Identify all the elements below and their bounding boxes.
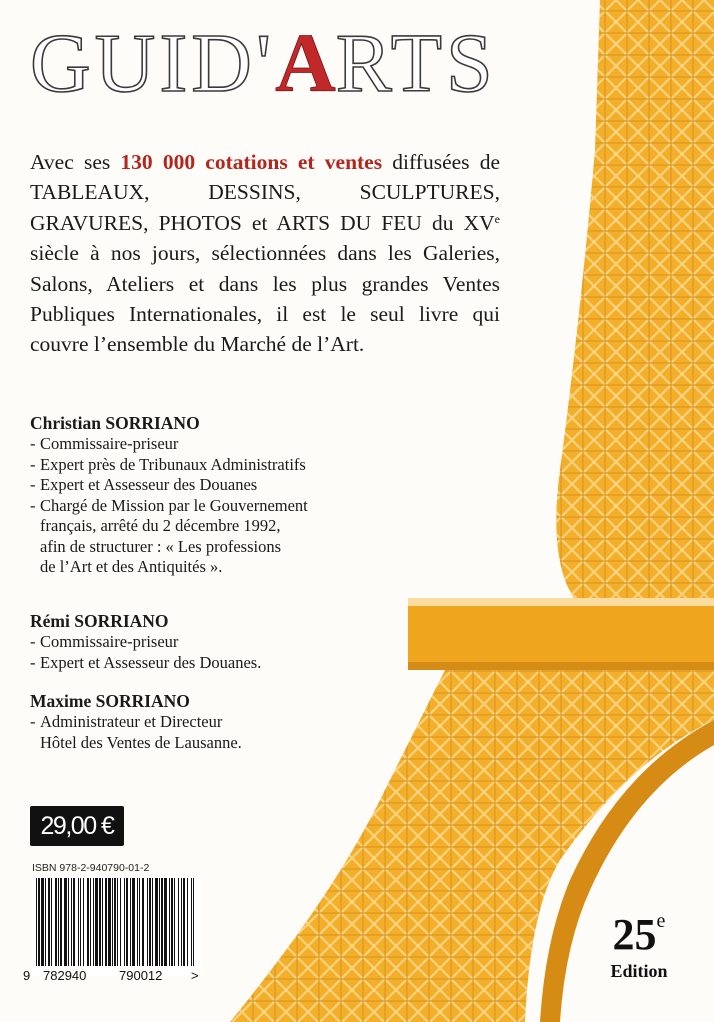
barcode-bar — [68, 878, 69, 966]
intro-paragraph — [30, 147, 500, 360]
barcode-bar — [108, 878, 111, 966]
barcode-bar — [41, 878, 44, 966]
price-value: 29,00 € — [40, 812, 114, 840]
barcode-bar — [45, 878, 46, 966]
barcode-bar — [132, 878, 135, 966]
barcode-digit-end: > — [191, 968, 199, 983]
author-role: - Commissaire-priseur — [30, 434, 308, 455]
author-role-continuation: Hôtel des Ventes de Lausanne. — [40, 732, 242, 752]
author-roles — [30, 712, 242, 753]
author-maxime — [30, 690, 242, 753]
author-role: - Expert près de Tribunaux Administratifs — [30, 455, 308, 476]
barcode-bar — [48, 878, 50, 966]
guidarts-logo — [30, 17, 497, 110]
barcode-bar — [93, 878, 94, 966]
barcode-bar — [78, 878, 79, 966]
author-remi — [30, 610, 261, 673]
barcode-bar — [191, 878, 192, 966]
author-role — [30, 496, 308, 578]
author-christian — [30, 412, 308, 578]
intro-highlight: 130 000 cotations et ventes — [120, 150, 383, 174]
barcode-bar — [187, 878, 188, 966]
barcode-bar — [87, 878, 89, 966]
barcode-bar — [90, 878, 91, 966]
barcode-bar — [137, 878, 138, 966]
barcode-bar — [105, 878, 107, 966]
barcode-digit-group1: 782940 — [43, 968, 87, 983]
intro-superscript: e — [494, 211, 500, 226]
barcode-bar — [174, 878, 175, 966]
barcode-bar — [142, 878, 144, 966]
author-role-continuation: de l’Art et des Antiquités ». — [40, 557, 223, 576]
intro-body1: diffusées de TABLEAUX, DESSINS, SCULPTURES, GRAVURES, PHOTOS et ARTS DU FEU du XV — [30, 150, 500, 235]
barcode-digit-first: 9 — [23, 968, 31, 983]
barcode-bar — [171, 878, 173, 966]
barcode-bar — [120, 878, 121, 966]
barcode-bar — [139, 878, 140, 966]
barcode-bar — [99, 878, 101, 966]
barcode-bar — [178, 878, 179, 966]
barcode-bar — [183, 878, 185, 966]
barcode-bar — [71, 878, 72, 966]
author-role: - Expert et Assesseur des Douanes. — [30, 653, 261, 674]
barcode-bar — [147, 878, 148, 966]
barcode-bar — [117, 878, 118, 966]
intro-lead: Avec ses — [30, 150, 121, 174]
author-name: Maxime SORRIANO — [30, 691, 190, 711]
author-role-text: Administrateur et Directeur — [40, 712, 223, 731]
edition-number — [594, 910, 684, 960]
barcode-bar — [164, 878, 167, 966]
barcode-bar — [64, 878, 67, 966]
barcode-bar — [193, 878, 194, 966]
barcode-bar — [161, 878, 163, 966]
author-name: Rémi SORRIANO — [30, 611, 169, 631]
barcode-bar — [80, 878, 81, 966]
barcode-bar — [83, 878, 84, 966]
barcode-digit-group2: 790012 — [119, 968, 163, 983]
barcode-bar — [60, 878, 62, 966]
barcode-bar — [51, 878, 52, 966]
barcode-bar — [149, 878, 151, 966]
tower-platform — [408, 598, 714, 670]
barcode-bar — [73, 878, 75, 966]
edition-number-value: 25 — [612, 910, 657, 959]
barcode-bar — [38, 878, 40, 966]
barcode — [32, 876, 202, 976]
barcode-bar — [181, 878, 182, 966]
barcode-bar — [112, 878, 113, 966]
barcode-bar — [58, 878, 59, 966]
isbn-label: ISBN 978-2-940790-01-2 — [32, 862, 150, 874]
barcode-bar — [152, 878, 153, 966]
author-role-continuation: afin de structurer : « Les professions — [40, 536, 282, 556]
barcode-bar — [169, 878, 170, 966]
barcode-bar — [36, 878, 37, 966]
edition-superscript: e — [656, 910, 666, 932]
logo-text-part2: RTS — [335, 17, 497, 110]
barcode-bar — [102, 878, 103, 966]
barcode-bars — [32, 876, 202, 976]
author-roles — [30, 434, 308, 578]
intro-body2: siècle à nos jours, sélectionnées dans les Galeries, Salons, Ateliers et dans les plus grandes Ventes Publiques Internationales, il est le seul livre qui couvre l’ensemble du Marché de l’Art. — [30, 241, 500, 357]
barcode-bar — [155, 878, 158, 966]
author-name: Christian SORRIANO — [30, 413, 200, 433]
logo-accent-letter: A — [275, 17, 336, 110]
price-tag — [30, 806, 124, 846]
barcode-bar — [159, 878, 160, 966]
author-role — [30, 712, 242, 753]
author-role: - Commissaire-priseur — [30, 632, 261, 653]
edition-label: Edition — [610, 961, 668, 981]
tower-upper-shaft — [556, 0, 714, 600]
author-roles — [30, 632, 261, 673]
barcode-bar — [55, 878, 57, 966]
author-role: - Expert et Assesseur des Douanes — [30, 475, 308, 496]
author-role-continuation: français, arrêté du 2 décembre 1992, — [40, 516, 281, 535]
barcode-bar — [114, 878, 116, 966]
barcode-bar — [124, 878, 125, 966]
barcode-bar — [130, 878, 131, 966]
logo-text-part1: GUID' — [30, 17, 276, 110]
edition-badge — [594, 910, 684, 982]
barcode-bar — [126, 878, 128, 966]
barcode-bar — [95, 878, 98, 966]
author-role-text: Chargé de Mission par le Gouvernement — [40, 495, 308, 515]
